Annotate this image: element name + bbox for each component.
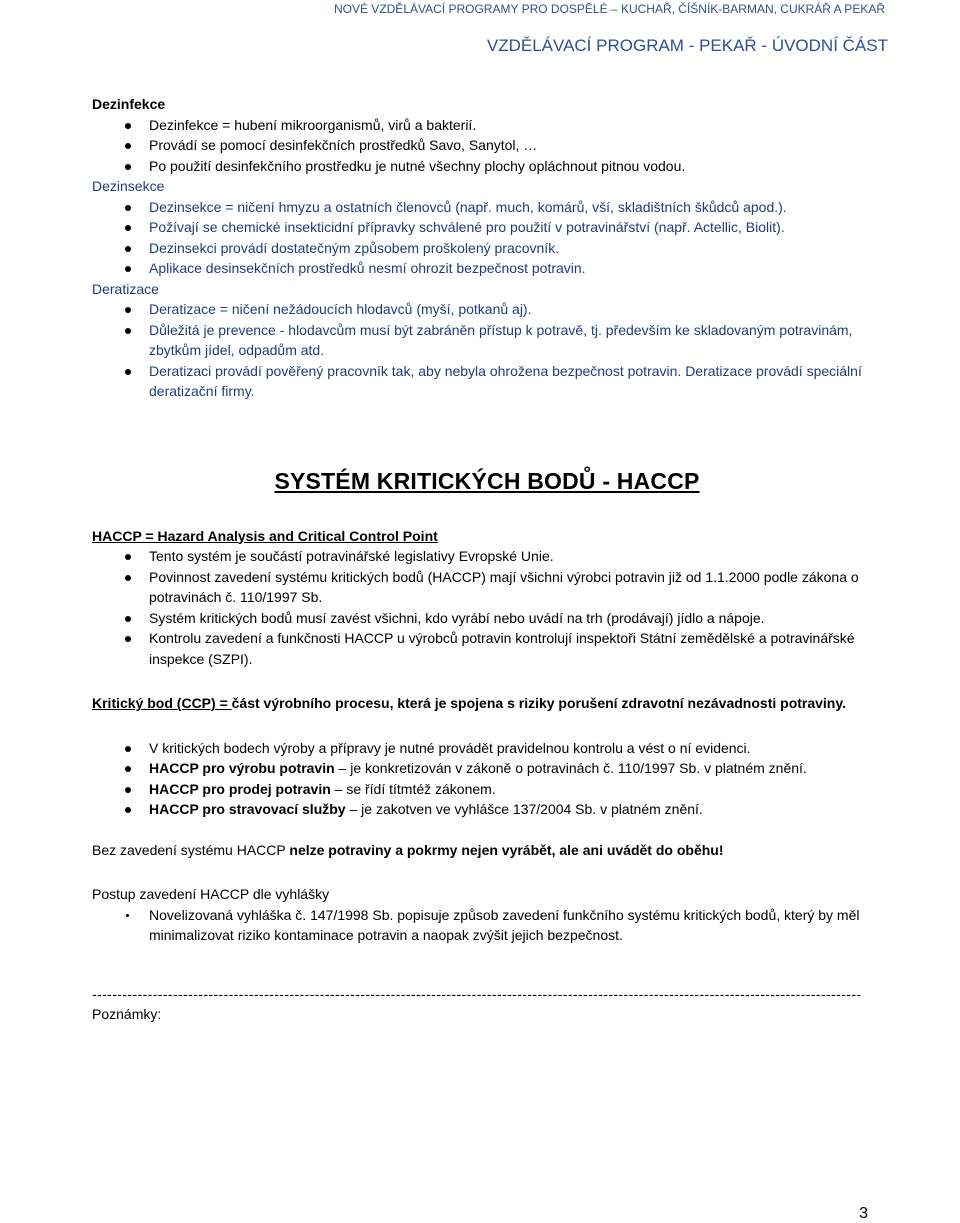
list-item: V kritických bodech výroby a přípravy je nutné provádět pravidelnou kontrolu a vést o ní evidenci. xyxy=(92,738,882,759)
list-item: Dezinsekci provádí dostatečným způsobem proškolený pracovník. xyxy=(92,238,882,259)
notes-label: Poznámky: xyxy=(92,1006,162,1022)
list-item: Povinnost zavedení systému kritických bodů (HACCP) mají všichni výrobci potravin již od 1.1.2000 podle zákona o potravinách č. 110/1997 Sb. xyxy=(92,567,882,608)
section-haccp xyxy=(92,526,882,946)
ccp-text: část výrobního procesu, která je spojena s riziky porušení zdravotní nezávadnosti potraviny. xyxy=(231,695,846,711)
section-dezinsekce xyxy=(92,176,882,279)
list-item: Deratizaci provádí pověřený pracovník tak, aby nebyla ohrožena bezpečnost potravin. Deratizace provádí speciální deratizační firmy. xyxy=(92,361,882,402)
list-item: HACCP pro prodej potravin – se řídí títmtéž zákonem. xyxy=(92,779,882,800)
haccp-warning: Bez zavedení systému HACCP nelze potraviny a pokrmy nejen vyrábět, ale ani uvádět do oběhu! xyxy=(92,841,724,858)
heading-dezinfekce: Dezinfekce xyxy=(92,96,166,112)
ccp-label: Kritický bod (CCP) = xyxy=(92,695,232,711)
document-body xyxy=(92,94,882,1025)
list-item: Tento systém je součástí potravinářské legislativy Evropské Unie. xyxy=(92,546,882,567)
heading-dezinsekce: Dezinsekce xyxy=(92,178,165,194)
list-item: Po použití desinfekčního prostředku je nutné všechny plochy opláchnout pitnou vodou. xyxy=(92,156,882,177)
list-procedure xyxy=(92,905,882,946)
list-item: Provádí se pomocí desinfekčních prostředků Savo, Sanytol, … xyxy=(92,135,882,156)
list-item: HACCP pro výrobu potravin – je konkretizován v zákoně o potravinách č. 110/1997 Sb. v platném znění. xyxy=(92,758,882,779)
ccp-definition xyxy=(92,693,882,714)
haccp-definition: HACCP = Hazard Analysis and Critical Control Point xyxy=(92,527,438,544)
list-ccp xyxy=(92,738,882,820)
procedure-heading: Postup zavedení HACCP dle vyhlášky xyxy=(92,886,330,902)
list-item: Dezinfekce = hubení mikroorganismů, virů a bakterií. xyxy=(92,115,882,136)
list-item: Dezinsekce = ničení hmyzu a ostatních členovců (např. much, komárů, vší, skladištních škůdců apod.). xyxy=(92,197,882,218)
list-haccp xyxy=(92,546,882,669)
section-deratizace xyxy=(92,279,882,402)
list-item: Systém kritických bodů musí zavést všichni, kdo vyrábí nebo uvádí na trh (prodávají) jídlo a nápoje. xyxy=(92,608,882,629)
header-program-title: NOVÉ VZDĚLÁVACÍ PROGRAMY PRO DOSPĚLÉ – KUCHAŘ, ČÍŠNÍK-BARMAN, CUKRÁŘ A PEKAŘ xyxy=(333,2,885,16)
page-number: 3 xyxy=(859,1205,868,1222)
list-item: Deratizace = ničení nežádoucích hlodavců (myší, potkanů aj). xyxy=(92,299,882,320)
list-item: Požívají se chemické insekticidní přípravky schválené pro použití v potravinářství (např. Actellic, Biolit). xyxy=(92,217,882,238)
list-dezinsekce xyxy=(92,197,882,279)
header-section-title: VZDĚLÁVACÍ PROGRAM - PEKAŘ - ÚVODNÍ ČÁST xyxy=(486,36,888,55)
list-item: Aplikace desinsekčních prostředků nesmí ohrozit bezpečnost potravin. xyxy=(92,258,882,279)
haccp-title: SYSTÉM KRITICKÝCH BODŮ - HACCP xyxy=(274,467,700,494)
list-item: Kontrolu zavedení a funkčnosti HACCP u výrobců potravin kontrolují inspektoři Státní zemědělské a potravinářské inspekce (SZPI). xyxy=(92,628,882,669)
list-dezinfekce xyxy=(92,115,882,177)
heading-deratizace: Deratizace xyxy=(92,280,159,297)
separator-line: -------------------------------------------------------------------------------------------------------------------------------------------------------- xyxy=(92,985,862,1002)
list-item: Novelizovaná vyhláška č. 147/1998 Sb. popisuje způsob zavedení funkčního systému kritických bodů, který by měl minimalizovat riziko kontaminace potravin a naopak zvýšit jejich bezpečnost. xyxy=(92,905,882,946)
list-item: Důležitá je prevence - hlodavcům musí být zabráněn přístup k potravě, tj. především ke skladovaným potravinám, zbytkům jídel, odpadům atd. xyxy=(92,320,882,361)
list-item: HACCP pro stravovací služby – je zakotven ve vyhlášce 137/2004 Sb. v platném znění. xyxy=(92,799,882,820)
section-dezinfekce xyxy=(92,94,882,176)
list-deratizace xyxy=(92,299,882,402)
